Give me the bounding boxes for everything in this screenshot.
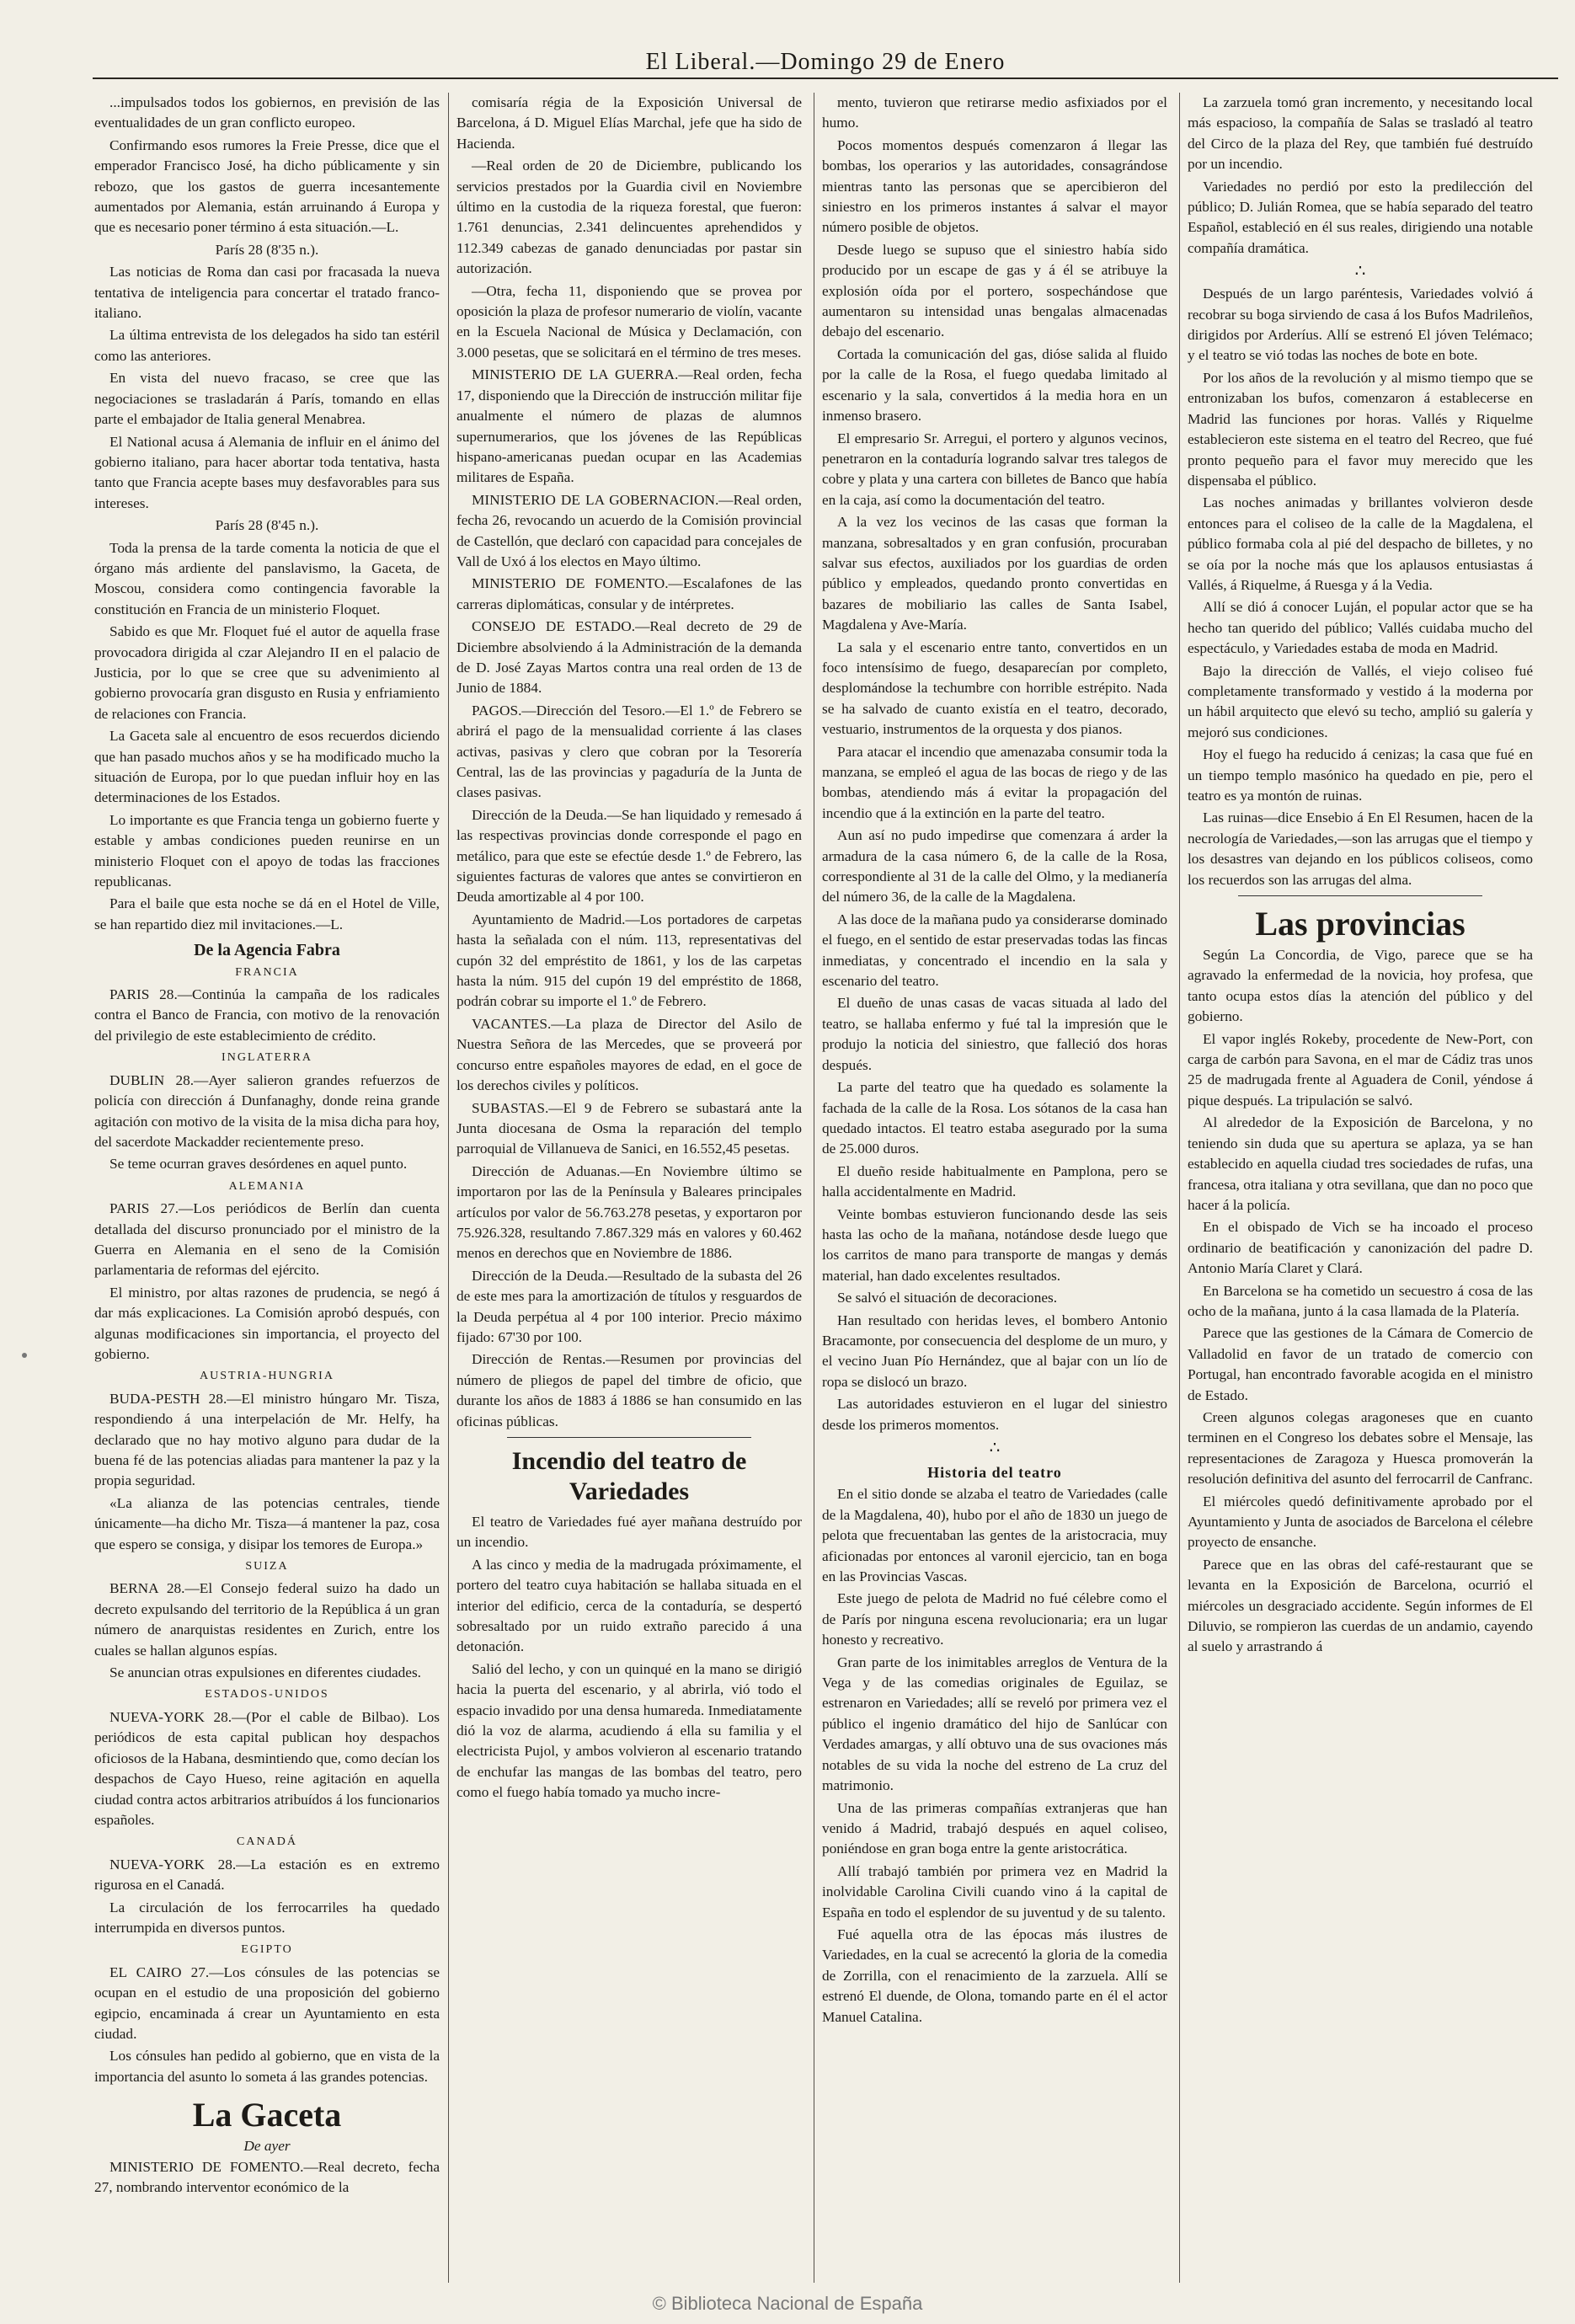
paragraph: El dueño de unas casas de vacas situada al lado del teatro, se hallaba enfermo y fué tal la impresión que le produjo la noticia del siniestro, que falleció dos horas después. (822, 995, 1167, 1073)
ornament-dots: ∴ (1354, 262, 1366, 281)
paragraph: NUEVA-YORK 28.—(Por el cable de Bilbao). Los periódicos de esta capital publican hoy despachos oficiosos de la Habana, desmintiendo que, como decían los despachos de Cayo Hueso, reine agitación en aquella ciudad contra actos arbitrarios atribuídos á los funcionarios españoles. (94, 1708, 440, 1828)
paragraph: A las cinco y media de la madrugada próximamente, el portero del teatro cuya habitación se hallaba situada en el interior del edificio, cerca de la contaduría, se despertó sobresaltado por un ruido extraño parecido á una detonación. (456, 1556, 802, 1655)
paragraph: PARIS 27.—Los periódicos de Berlín dan cuenta detallada del discurso pronunciado por el ministro de la Guerra en Alemania en el seno de la Comisión parlamentaria de reformas del ejército. (94, 1200, 440, 1279)
library-stamp: © Biblioteca Nacional de España (652, 2293, 923, 2314)
divider (507, 1437, 751, 1438)
paragraph: Las autoridades estuvieron en el lugar del siniestro desde los primeros momentos. (822, 1396, 1167, 1433)
paragraph: Se anuncian otras expulsiones en diferentes ciudades. (109, 1664, 421, 1681)
paragraph: VACANTES.—La plaza de Director del Asilo de Nuestra Señora de las Mercedes, que se proveerá por concurso entre españoles mayores de edad, en el goce de los derechos civiles y políticos. (456, 1015, 802, 1094)
column-3 (822, 93, 1167, 2283)
paragraph: Dirección de Aduanas.—En Noviembre último se importaron por las de la Península y Baleares principales artículos por valor de 56.763.278 pesetas, y exportaron por 75.926.328, resultando 7.867.329 más en valores y 60.462 menos en derechos que en Noviembre de 1886. (456, 1162, 802, 1262)
paragraph: Aun así no pudo impedirse que comenzara á arder la armadura de la casa número 6, de la calle de la Rosa, correspondiente al 31 de la calle del Olmo, y la medianería del número 36, de la calle de la Magdalena. (822, 827, 1167, 906)
paragraph: Los cónsules han pedido al gobierno, que en vista de la importancia del asunto lo someta á las grandes potencias. (94, 2048, 440, 2085)
column-divider (448, 93, 449, 2283)
country-heading: AUSTRIA-HUNGRIA (200, 1370, 334, 1383)
country-heading: ESTADOS-UNIDOS (205, 1688, 329, 1702)
paragraph: La parte del teatro que ha quedado es solamente la fachada de la calle de la Rosa. Los sótanos de la casa han quedado intactos. El teatro estaba asegurado por la suma de 25.000 duros. (822, 1079, 1167, 1157)
paragraph: PARIS 28.—Continúa la campaña de los radicales contra el Banco de Francia, con motivo de la renovación del privilegio de este establecimiento de crédito. (94, 986, 440, 1044)
masthead (93, 49, 1558, 79)
section-title: Las provincias (1255, 905, 1466, 943)
paragraph: Dirección de la Deuda.—Se han liquidado y remesado á las respectivas provincias donde corresponde el pago en metálico, para que este se efectúe desde 1.º de Febrero, las siguientes facturas de valores que antes se convirtieron en Deuda amortizable al 4 por 100. (456, 806, 802, 906)
section-subtitle: De ayer (243, 2138, 291, 2155)
paragraph: Al alrededor de la Exposición de Barcelona, y no teniendo sin duda que su apertura se aplaza, ya se han establecido en aquella ciudad tres sociedades de rufas, una francesa, otra italiana y otra sevillana, que dan no poco que hacer á la policía. (1188, 1114, 1533, 1213)
paragraph: A la vez los vecinos de las casas que forman la manzana, sobresaltados y en gran confusión, procuraban salvar sus efectos, auxiliados por los guardias de orden público y empleados, quedando pronto convertidas en bazares de mobiliario las calles de Santa Isabel, Magdalena y Ave-María. (822, 514, 1167, 633)
paragraph: NUEVA-YORK 28.—La estación es en extremo rigurosa en el Canadá. (94, 1856, 440, 1894)
paragraph: Para el baile que esta noche se dá en el Hotel de Ville, se han repartido diez mil invitaciones.—L. (94, 895, 440, 932)
paragraph: CONSEJO DE ESTADO.—Real decreto de 29 de Diciembre absolviendo á la Administración de la demanda de D. José Zayas Martos contra una real orden de 13 de Junio de 1884. (456, 618, 802, 697)
ornament-dots: ∴ (989, 1439, 1001, 1457)
margin-mark-icon (17, 1348, 32, 1363)
paragraph: La sala y el escenario entre tanto, convertidos en un foco intensísimo de fuego, desaparecían por completo, desplomándose la techumbre con horrible estrépito. Nada se ha salvado de cuanto existía en el teatro, decorado, vestuario, instrumentos de la orquesta y dos pianos. (822, 638, 1167, 738)
paragraph: Sabido es que Mr. Floquet fué el autor de aquella frase provocadora dirigida al czar Alejandro II en el palacio de Justicia, por lo que se cree que su advenimiento al gobierno provocaría gran disgusto en Rusia y enfriamiento de relaciones con Francia. (94, 623, 440, 722)
paragraph: —Otra, fecha 11, disponiendo que se provea por oposición la plaza de profesor numerario de violín, vacante en la Escuela Nacional de Música y Declamación, con 3.000 pesetas, que se solicitará en el término de tres meses. (456, 282, 802, 361)
paragraph: MINISTERIO DE FOMENTO.—Escalafones de las carreras diplomáticas, consular y de intérpretes. (456, 575, 802, 612)
paragraph: La Gaceta sale al encuentro de esos recuerdos diciendo que han pasado muchos años y se ha modificado mucho la situación de Europa, por lo que puedan influir hoy en las determinaciones de los Estados. (94, 728, 440, 806)
paragraph: DUBLIN 28.—Ayer salieron grandes refuerzos de policía con dirección á Dunfanaghy, donde reina grande agitación con motivo de la visita de la misa dicha para hoy, del sacerdote Mackadder recientemente preso. (94, 1071, 440, 1150)
paragraph: Fué aquella otra de las épocas más ilustres de Variedades, en la cual se acrecentó la gloria de la comedia de Zorrilla, con el renacimiento de la zarzuela. Allí se estrenó El duende, de Olona, tomando parte en él el actor Manuel Catalina. (822, 1926, 1167, 2025)
paragraph: Bajo la dirección de Vallés, el viejo coliseo fué completamente transformado y vestido á la moderna por un hábil arquitecto que elevó su techo, amplió su galería y mejoró sus condiciones. (1188, 662, 1533, 740)
paragraph: Salió del lecho, y con un quinqué en la mano se dirigió hacia la puerta del escenario, y al abrirla, vió todo el espacio invadido por una densa humareda. Inmediatamente dió la voz de alarma, acudiendo á ella su familia y el electricista Pujol, y ambos volvieron al escenario tratando de enchufar las mangas de las bombas del teatro, pero como el fuego había tomado ya mucho incre- (456, 1660, 802, 1801)
paragraph: BERNA 28.—El Consejo federal suizo ha dado un decreto expulsando del territorio de la República á un gran número de anarquistas residentes en Zurich, entre los cuales se hallan algunos espías. (94, 1580, 440, 1659)
country-heading: SUIZA (245, 1560, 289, 1573)
column-divider (1179, 93, 1180, 2283)
dateline: París 28 (8'35 n.). (215, 241, 319, 258)
paragraph: ...impulsados todos los gobiernos, en previsión de las eventualidades de un gran conflicto europeo. (94, 94, 440, 131)
section-heading: De la Agencia Fabra (194, 941, 340, 960)
paragraph: Desde luego se supuso que el siniestro había sido producido por un escape de gas y á él se atribuye la explosión oída por el portero, sospechándose que aumentaron su intensidad unas bengalas almacenadas debajo del escenario. (822, 241, 1167, 340)
paragraph: El vapor inglés Rokeby, procedente de New-Port, con carga de carbón para Savona, en el mar de Cádiz tras unos 25 de madrugada frente al Aguadera de Conil, yéndose á pique después. La tripulación se salvó. (1188, 1030, 1533, 1109)
paragraph: El National acusa á Alemania de influir en el ánimo del gobierno italiano, para hacer abortar toda tentativa, hasta tanto que Francia acepte bases muy desfavorables para sus intereses. (94, 433, 440, 511)
column-4 (1188, 93, 1533, 2283)
paragraph: En el obispado de Vich se ha incoado el proceso ordinario de beatificación y canonización del padre D. Antonio María Claret y Clará. (1188, 1219, 1533, 1277)
paragraph: A las doce de la mañana pudo ya considerarse dominado el fuego, en el sentido de estar preservadas todas las fincas inmediatas, y concentrado el incendio en la sala y escenario del teatro. (822, 911, 1167, 990)
paragraph: PAGOS.—Dirección del Tesoro.—El 1.º de Febrero se abrirá el pago de la mensualidad corriente á las clases activas, pasivas y clero que cobran por la Tesorería Central, las de las provincias y pagaduría de la Junta de clases pasivas. (456, 702, 802, 801)
country-heading: INGLATERRA (222, 1051, 312, 1065)
paragraph: El ministro, por altas razones de prudencia, se negó á dar más explicaciones. La Comisión aprobó después, con algunas modificaciones sin importancia, el proyecto del gobierno. (94, 1284, 440, 1362)
section-title: La Gaceta (192, 2096, 342, 2134)
margin-mark (17, 1348, 32, 1363)
paragraph: SUBASTAS.—El 9 de Febrero se subastará ante la Junta diocesana de Osma la reparación del templo parroquial de Villanueva de Sanici, en 16.552,45 pesetas. (456, 1099, 802, 1157)
column-1 (94, 93, 440, 2283)
paragraph: El empresario Sr. Arregui, el portero y algunos vecinos, penetraron en la contaduría logrando salvar tres talegos de cobre y plata y una cartera con billetes de Banco que había en la caja, así como la documentación del teatro. (822, 430, 1167, 508)
paragraph: —Real orden de 20 de Diciembre, publicando los servicios prestados por la Guardia civil en Noviembre último en la custodia de la riqueza forestal, que fueron: 1.761 denuncias, 2.341 delincuentes aprehendidos y 112.349 cabezas de ganado denunciadas por pastar sin autorización. (456, 158, 802, 277)
paragraph: El miércoles quedó definitivamente aprobado por el Ayuntamiento y Junta de asociados de Barcelona el célebre proyecto de ensanche. (1188, 1493, 1533, 1551)
article-subtitle: Historia del teatro (927, 1464, 1062, 1481)
paragraph: En Barcelona se ha cometido un secuestro á cosa de las ocho de la mañana, junto á la casa llamada de la Platería. (1188, 1282, 1533, 1319)
paragraph: El dueño reside habitualmente en Pamplona, pero se halla accidentalmente en Madrid. (822, 1162, 1167, 1200)
divider (1238, 895, 1482, 896)
paragraph: EL CAIRO 27.—Los cónsules de las potencias se ocupan en el estudio de una proposición del gobierno egipcio, encaminada á crear un Ayuntamiento en esta ciudad. (94, 1963, 440, 2042)
paragraph: Las ruinas—dice Ensebio á En El Resumen, hacen de la necrología de Variedades,—son las arrugas que el tiempo y los desastres van dejando en los públicos coliseos, como los recuerdos son las arrugas del alma. (1188, 809, 1533, 888)
paragraph: comisaría régia de la Exposición Universal de Barcelona, á D. Miguel Elías Marchal, jefe que ha sido de Hacienda. (456, 94, 802, 152)
paragraph: Variedades no perdió por esto la predilección del público; D. Julián Romea, que se había separado del teatro Español, estableció en él sus reales, dirigiendo una notable compañía dramática. (1188, 178, 1533, 256)
paragraph: Toda la prensa de la tarde comenta la noticia de que el órgano más ardiente del panslavismo, la Gaceta, de Moscou, considera como contingencia favorable la constitución en Francia de un ministerio Floquet. (94, 539, 440, 617)
country-heading: ALEMANIA (228, 1179, 306, 1193)
article-title: Incendio del teatro de Variedades (511, 1447, 747, 1505)
paragraph: Creen algunos colegas aragoneses que en cuanto terminen en el Congreso los debates sobre el Mensaje, las representaciones de Zaragoza y Huesca promoverán la resolución definitiva del asunto del ferrocarril de Canfranc. (1188, 1408, 1533, 1488)
paragraph: Parece que en las obras del café-restaurant que se levanta en la Exposición de Barcelona, ocurrió el miércoles un desgraciado accidente. Según informes de El Diluvio, se rompieron las cuerdas de un andamio, cayendo al suelo y arrastrando á (1188, 1556, 1533, 1655)
paragraph: Para atacar el incendio que amenazaba consumir toda la manzana, se empleó el agua de las bocas de riego y de las bombas, atendiendo más á evitar la propagación del incendio que á la extinción en la parte del teatro. (822, 743, 1167, 821)
masthead-title: El Liberal.—Domingo 29 de Enero (645, 49, 1006, 75)
paragraph: MINISTERIO DE LA GUERRA.—Real orden, fecha 17, disponiendo que la Dirección de instrucción militar fije anualmente el número de plazas de alumnos supernumerarios, que los jóvenes de las Repúblicas hispano-americanas puedan ocupar en las Academias militares de España. (456, 366, 802, 486)
paragraph: Las noticias de Roma dan casi por fracasada la nueva tentativa de inteligencia para concertar el tratado franco-italiano. (94, 264, 440, 322)
paragraph: Parece que las gestiones de la Cámara de Comercio de Valladolid en favor de un tratado de comercio con Portugal, han encontrado favorable acogida en el ministro de Estado. (1188, 1325, 1533, 1403)
paragraph: La zarzuela tomó gran incremento, y necesitando local más espacioso, la compañía de Salas se trasladó al teatro del Circo de la plaza del Rey, que también fué destruído por un incendio. (1188, 94, 1533, 173)
paragraph: Las noches animadas y brillantes volvieron desde entonces para el coliseo de la calle de la Magdalena, el público formaba cola al pié del despacho de billetes, y no se oía por la noche más que los aplausos entusiastas á Vallés, á Riquelme, á Ruesga y á la Vedia. (1188, 494, 1533, 593)
paragraph: Dirección de Rentas.—Resumen por provincias del número de pliegos de papel del timbre de oficio, que durante los años de 1883 á 1886 se han consumido en las oficinas públicas. (456, 1351, 802, 1429)
paragraph: BUDA-PESTH 28.—El ministro húngaro Mr. Tisza, respondiendo á una interpelación de Mr. Helfy, ha declarado que no hay motivo alguno para dudar de la buena fé de las potencias aliadas para mantener la paz y la propia seguridad. (94, 1390, 440, 1489)
country-heading: FRANCIA (235, 965, 299, 979)
paragraph: En vista del nuevo fracaso, se cree que las negociaciones se trasladarán á París, tomando en ellas parte el embajador de Italia general Menabrea. (94, 370, 440, 428)
paragraph: Allí se dió á conocer Luján, el popular actor que se ha hecho tan querido del público; Vallés cuidaba mucho del espectáculo, y Variedades estaba de moda en Madrid. (1188, 599, 1533, 657)
paragraph: En el sitio donde se alzaba el teatro de Variedades (calle de la Magdalena, 40), hubo por el año de 1830 un juego de pelota que frecuentaban las gentes de la aristocracia, muy aficionadas por entonces al varonil ejercicio, tan en boga en las Provincias Vascas. (822, 1486, 1167, 1585)
paragraph: Pocos momentos después comenzaron á llegar las bombas, los operarios y las autoridades, consagrándose mientras tanto las personas que se apercibieron del siniestro en los primeros instantes á salvar el mayor número posible de objetos. (822, 136, 1167, 236)
paragraph: Según La Concordia, de Vigo, parece que se ha agravado la enfermedad de la novicia, hoy profesa, que tanto ocupa estos días la atención del público y del gobierno. (1188, 947, 1533, 1025)
paragraph: Lo importante es que Francia tenga un gobierno fuerte y estable y ambas condiciones pueden reunirse en un ministerio Floquet con el apoyo de todas las fracciones republicanas. (94, 811, 440, 890)
paragraph: MINISTERIO DE FOMENTO.—Real decreto, fecha 27, nombrando interventor económico de la (94, 2158, 440, 2195)
paragraph: Veinte bombas estuvieron funcionando desde las seis hasta las ocho de la mañana, notándose desde luego que los carritos de mano para transporte de mangas y demás material, han dado excelentes resultados. (822, 1205, 1167, 1284)
paragraph: El teatro de Variedades fué ayer mañana destruído por un incendio. (456, 1514, 802, 1551)
paragraph: Se teme ocurran graves desórdenes en aquel punto. (109, 1156, 408, 1173)
column-2 (456, 93, 802, 2283)
paragraph: MINISTERIO DE LA GOBERNACION.—Real orden, fecha 26, revocando un acuerdo de la Comisión provincial de Castellón, que declaró con capacidad para concejales de Vall de Uxó á los electos en Mayo último. (456, 491, 802, 569)
paragraph: La circulación de los ferrocarriles ha quedado interrumpida en diversos puntos. (94, 1899, 440, 1936)
paragraph: Allí trabajó también por primera vez en Madrid la inolvidable Carolina Civili cuando vino á la capital de España en todo el esplendor de su juventud y de su talento. (822, 1862, 1167, 1921)
paragraph: «La alianza de las potencias centrales, tiende únicamente—ha dicho Mr. Tisza—á mantener la paz, cosa que espero se consiga, y disipar los temores de Europa.» (94, 1494, 440, 1552)
paragraph: mento, tuvieron que retirarse medio asfixiados por el humo. (822, 94, 1167, 131)
paragraph: Gran parte de los inimitables arreglos de Ventura de la Vega y de las comedias originales de Eguilaz, se estrenaron en Variedades; allí se reveló por primera vez el público el ingenio dramático del hijo de Sanlúcar con Verdades amargas, y allí obtuvo una de sus ovaciones más notables de su vida la noche del estreno de La cruz del matrimonio. (822, 1654, 1167, 1794)
paragraph: Después de un largo paréntesis, Variedades volvió á recobrar su boga sirviendo de casa á los Bufos Madrileños, dirigidos por Arderíus. Allí se estrenó El jóven Telémaco; y el teatro se vió todas las noches de bote en bote. (1188, 286, 1533, 364)
paragraph: Una de las primeras compañías extranjeras que han venido á Madrid, trabajó después en aquel coliseo, poniéndose en gran boga entre la gente aristocrática. (822, 1799, 1167, 1857)
paragraph: Por los años de la revolución y al mismo tiempo que se entronizaban los bufos, comenzaron á establecerse en Madrid las funciones por horas. Vallés y Riquelme establecieron este sistema en el teatro del Recreo, que fué pronto pequeño para el favor muy merecido que les dispensaba el público. (1188, 369, 1533, 489)
dateline: París 28 (8'45 n.). (215, 517, 319, 534)
country-heading: EGIPTO (241, 1943, 293, 1957)
paragraph: Dirección de la Deuda.—Resultado de la subasta del 26 de este mes para la amortización de títulos y resguardos de la Deuda perpétua al 4 por 100 interior. Precio máximo fijado: 67'30 por 100. (456, 1267, 802, 1345)
paragraph: Este juego de pelota de Madrid no fué célebre como el de París por ninguna escena revolucionaria; era un lugar honesto y recreativo. (822, 1590, 1167, 1648)
country-heading: CANADÁ (237, 1835, 297, 1849)
paragraph: La última entrevista de los delegados ha sido tan estéril como las anteriores. (94, 327, 440, 364)
paragraph: Hoy el fuego ha reducido á cenizas; la casa que fué en un tiempo templo masónico ha quedado en pie, pero el teatro es ya montón de ruinas. (1188, 746, 1533, 804)
paragraph: Ayuntamiento de Madrid.—Los portadores de carpetas hasta la señalada con el núm. 113, representativas del cupón 32 del empréstito de 1861, y los de las carpetas hasta la núm. 915 del cupón 19 del empréstito de 1868, podrán cobrar su importe el 1.º de Febrero. (456, 911, 802, 1010)
paragraph: Han resultado con heridas leves, el bombero Antonio Bracamonte, por consecuencia del desplome de un muro, y el vecino Juan Pío Hernández, que al bajar con un lío de ropa se dislocó un brazo. (822, 1312, 1167, 1390)
paragraph: Confirmando esos rumores la Freie Presse, dice que el emperador Francisco José, ha dicho públicamente y sin rebozo, que los gastos de guerra incesantemente aumentados por Alemania, están arruinando á Europa y que es necesario poner término á esta situación.—L. (94, 136, 440, 236)
paragraph: Cortada la comunicación del gas, dióse salida al fluido por la calle de la Rosa, el fuego quedaba limitado al escenario y la sala, convertidos á la media hora en un inmenso brasero. (822, 345, 1167, 425)
paragraph: Se salvó el situación de decoraciones. (837, 1290, 1058, 1306)
